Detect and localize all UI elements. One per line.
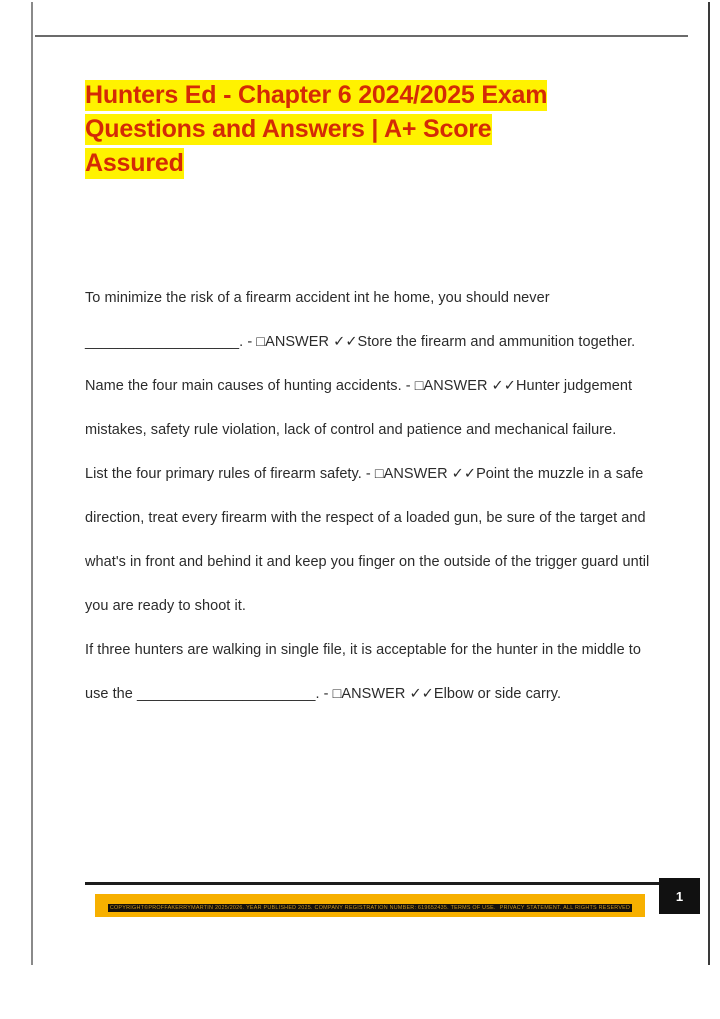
document-content: [85, 78, 650, 716]
qa-item: List the four primary rules of firearm safety. - □ANSWER ✓✓Point the muzzle in a safe direction, treat every firearm with the respect of a loaded gun, be sure of the target and what's in front and behind it and keep you finger on the outside of the trigger guard until you are ready to shoot it.: [85, 466, 650, 614]
qa-item: Name the four main causes of hunting accidents. - □ANSWER ✓✓Hunter judgement mistakes, safety rule violation, lack of control and patience and mechanical failure.: [85, 378, 633, 438]
page-number-badge: 1: [659, 878, 700, 914]
page-title-line-2: Questions and Answers | A+ Score: [85, 115, 492, 143]
page-left-border: [31, 2, 33, 965]
header-divider: [35, 35, 688, 37]
page-right-border: [708, 2, 710, 965]
qa-item: To minimize the risk of a firearm accident int he home, you should never ___________________. - □ANSWER ✓✓Store the firearm and ammunition together.: [85, 290, 636, 350]
copyright-band: [95, 894, 645, 917]
qa-item: If three hunters are walking in single file, it is acceptable for the hunter in the middle to use the ______________________. - □ANSWER ✓✓Elbow or side carry.: [85, 642, 641, 702]
page-footer: [0, 878, 720, 948]
copyright-line-2: PRIVACY STATEMENT. ALL RIGHTS RESERVED: [499, 905, 631, 911]
page-title: [85, 78, 605, 180]
page-title-line-1: Hunters Ed - Chapter 6 2024/2025 Exam: [85, 81, 548, 109]
qa-list: [85, 276, 650, 716]
page-title-line-3: Assured: [85, 149, 184, 177]
footer-divider: [85, 882, 660, 885]
copyright-line-1: COPYRIGHT©PROFFAKERRYMARTIN 2025/2026. YEAR PUBLISHED 2025. COMPANY REGISTRATION NUMBER: 619652435. TERMS OF USE.: [109, 905, 496, 911]
